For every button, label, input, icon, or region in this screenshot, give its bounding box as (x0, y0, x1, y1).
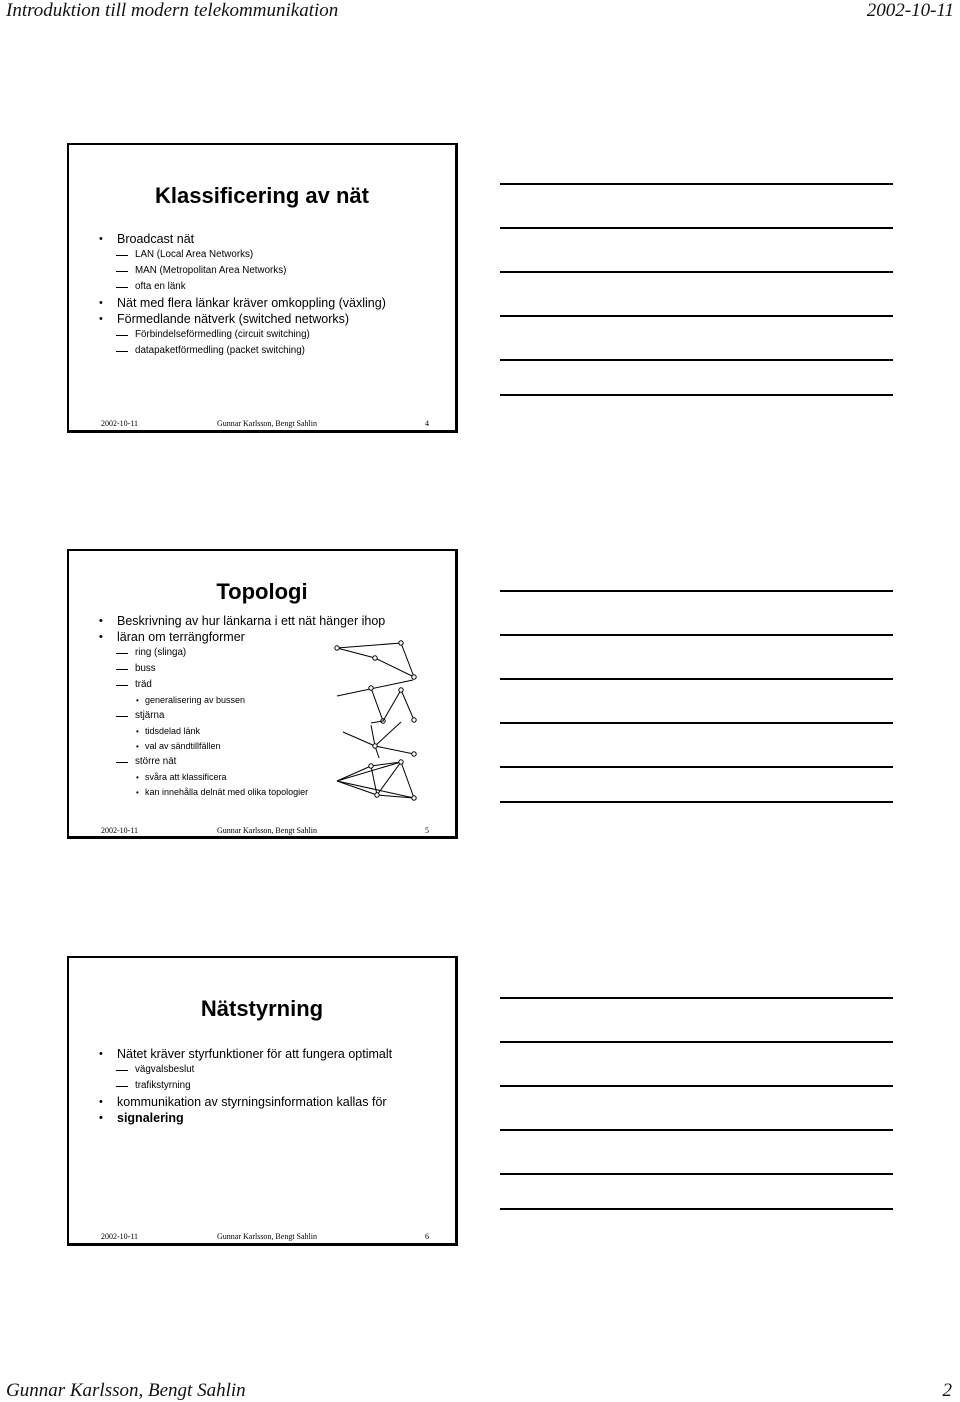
sub-item: datapaketförmedling (packet switching) (99, 343, 445, 359)
note-line (500, 997, 893, 999)
topology-diagrams (331, 638, 451, 808)
bullet-item: • Broadcast nät (99, 231, 445, 247)
sub-item: ring (slinga) (99, 645, 445, 661)
page-header-date: 2002-10-11 (866, 0, 954, 21)
sub-item: stjärna (99, 708, 445, 724)
slide-title: Klassificering av nät (155, 183, 369, 208)
sub-item: LAN (Local Area Networks) (99, 247, 445, 263)
note-line (500, 183, 893, 185)
slide-footer-date: 2002-10-11 (101, 826, 139, 835)
sub-sub-item: • kan innehålla delnät med olika topologier (99, 785, 445, 800)
slide-footer-authors: Gunnar Karlsson, Bengt Sahlin (217, 419, 317, 428)
note-line (500, 227, 893, 229)
bullet-item: • Nätet kräver styrfunktioner för att fungera optimalt (99, 1046, 445, 1062)
sub-item: MAN (Metropolitan Area Networks) (99, 263, 445, 279)
bullet-item: • Förmedlande nätverk (switched networks) (99, 311, 445, 327)
note-line (500, 1085, 893, 1087)
note-line (500, 1129, 893, 1131)
sub-sub-item: • tidsdelad länk (99, 724, 445, 739)
slide-topology (67, 549, 458, 839)
slide-title: Nätstyrning (200, 996, 324, 1021)
note-line (500, 315, 893, 317)
note-line (500, 1208, 893, 1210)
page-footer-authors: Gunnar Karlsson, Bengt Sahlin (6, 1380, 246, 1401)
bullet-item-continuation (99, 1110, 445, 1126)
bullet-item: • läran om terrängformer (99, 629, 445, 645)
bus-topology (337, 680, 413, 721)
note-line (500, 722, 893, 724)
sub-sub-item: • generalisering av bussen (99, 693, 445, 708)
star-topology (343, 722, 414, 758)
slide-network-control (67, 956, 458, 1246)
sub-item: ofta en länk (99, 279, 445, 295)
sub-item: vägvalsbeslut (99, 1062, 445, 1078)
slide-classification (67, 143, 458, 433)
sub-item: Förbindelseförmedling (circuit switching) (99, 327, 445, 343)
slide-footer-authors: Gunnar Karlsson, Bengt Sahlin (217, 826, 317, 835)
note-line (500, 271, 893, 273)
sub-sub-item: • svåra att klassificera (99, 770, 445, 785)
slide-footer-authors: Gunnar Karlsson, Bengt Sahlin (217, 1232, 317, 1241)
slide-number: 6 (425, 1232, 429, 1241)
page-number: 2 (942, 1380, 952, 1401)
sub-sub-item: • val av sändtillfällen (99, 739, 445, 754)
slide-content (99, 231, 445, 359)
note-line (500, 1041, 893, 1043)
bullet-item: • Nät med flera länkar kräver omkoppling (växling) (99, 295, 445, 311)
sub-item: större nät (99, 754, 445, 770)
note-line (500, 634, 893, 636)
sub-item: trafikstyrning (99, 1078, 445, 1094)
sub-item: buss (99, 661, 445, 677)
slide-footer-date: 2002-10-11 (101, 1232, 139, 1241)
note-line (500, 359, 893, 361)
slide-content (99, 1046, 445, 1126)
note-line (500, 801, 893, 803)
page-header-title: Introduktion till modern telekommunikation (6, 0, 339, 21)
sub-item: träd (99, 677, 445, 693)
bullet-item: • Beskrivning av hur länkarna i ett nät hänger ihop (99, 613, 445, 629)
bold-term: signalering (117, 1111, 184, 1125)
note-line (500, 678, 893, 680)
slide-footer-date: 2002-10-11 (101, 419, 139, 428)
mesh-topology (337, 762, 414, 798)
note-line (500, 1173, 893, 1175)
slide-number: 4 (425, 419, 429, 428)
note-line (500, 766, 893, 768)
ring-nodes (335, 641, 416, 679)
bullet-item: • kommunikation av styrningsinformation kallas för (99, 1094, 445, 1110)
slide-title: Topologi (216, 579, 308, 604)
slide-number: 5 (425, 826, 429, 835)
note-line (500, 590, 893, 592)
mesh-nodes (369, 760, 416, 800)
note-line (500, 394, 893, 396)
